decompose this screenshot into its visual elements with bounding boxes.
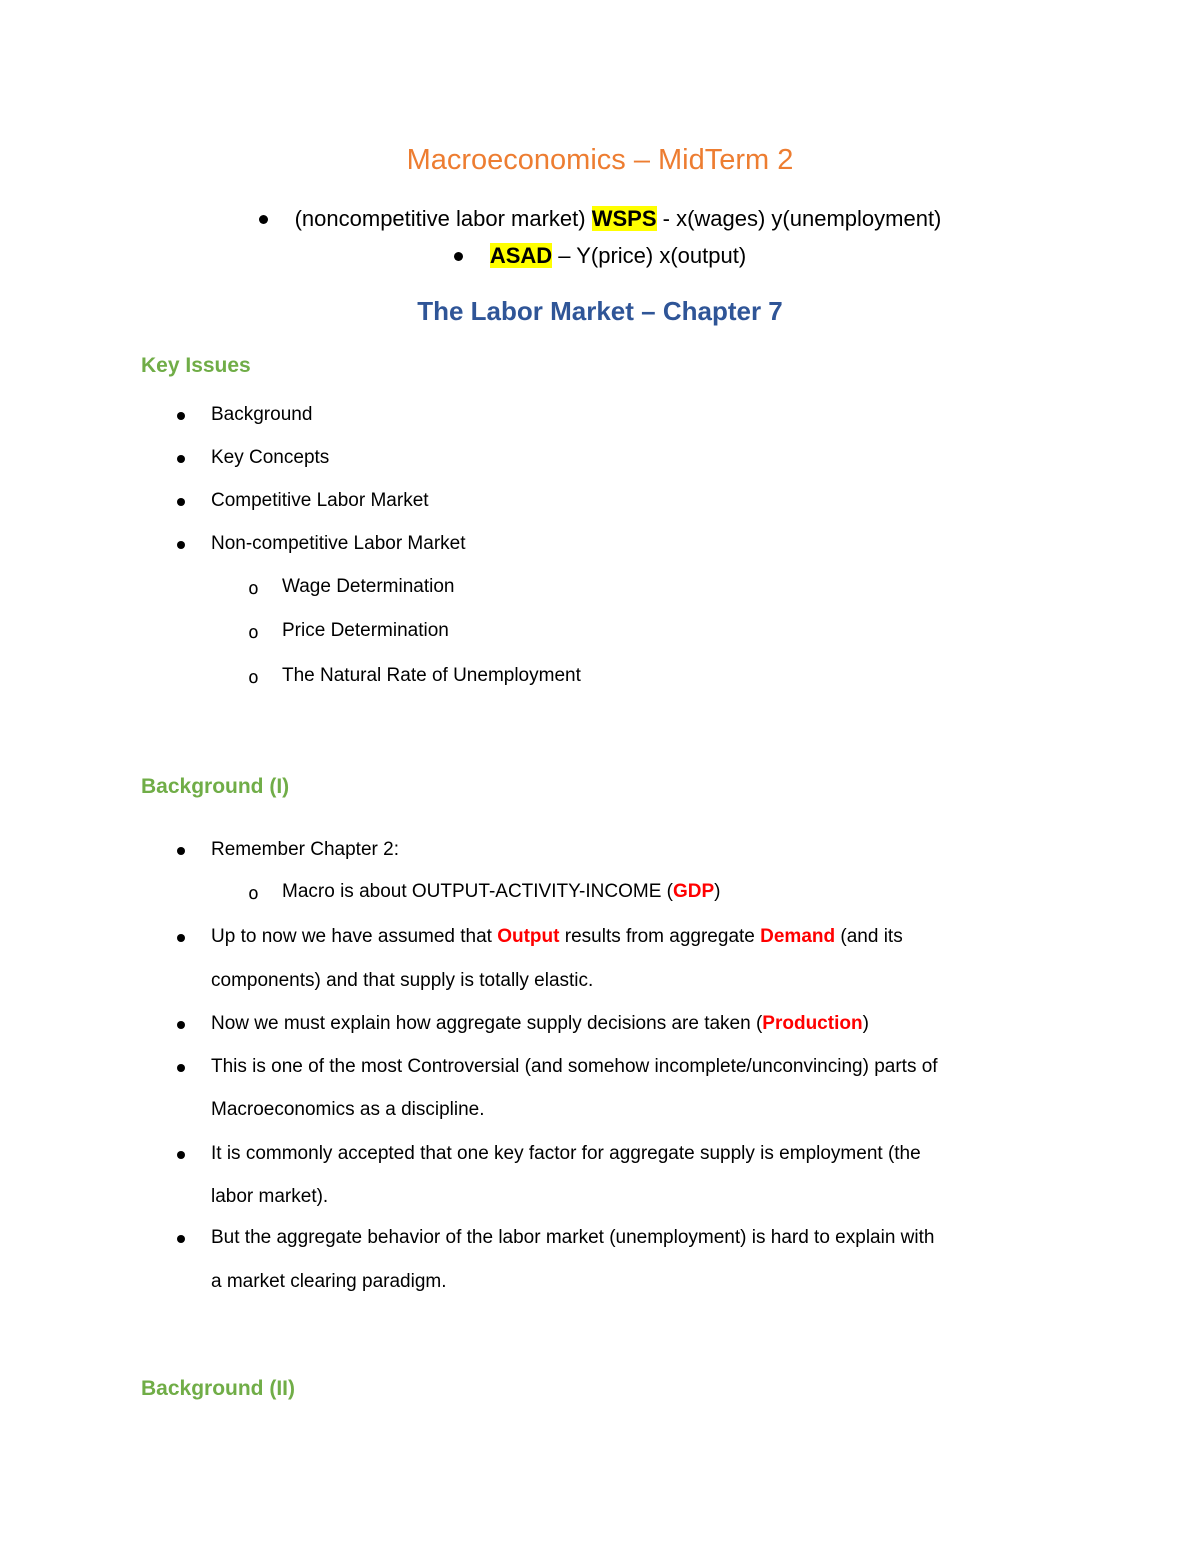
emphasis-output: Output: [497, 926, 560, 947]
list-item: Background: [211, 404, 313, 425]
sub-list-item: Price Determination: [282, 620, 449, 641]
list-item: Key Concepts: [211, 447, 330, 468]
list-item: Non-competitive Labor Market: [211, 533, 466, 554]
bullet-icon: [177, 1151, 185, 1159]
document-title: Macroeconomics – MidTerm 2: [406, 144, 794, 176]
list-item: Remember Chapter 2:: [211, 839, 399, 860]
header-text-pre: (noncompetitive labor market): [294, 206, 592, 231]
text-run: Now we must explain how aggregate supply decisions are taken (: [211, 1013, 763, 1034]
list-item-continuation: labor market).: [211, 1186, 329, 1207]
bullet-icon: [177, 498, 185, 506]
circle-bullet-icon: o: [248, 622, 259, 643]
header-line-wsps: [0, 206, 1200, 232]
header-line-asad: [0, 243, 1200, 269]
bullet-icon: [177, 934, 185, 942]
text-run: (and its: [835, 926, 903, 947]
sub-list-item: The Natural Rate of Unemployment: [282, 665, 581, 686]
highlight-wsps: WSPS: [591, 206, 657, 231]
bullet-icon: [454, 252, 463, 261]
bullet-icon: [177, 1064, 185, 1072]
list-item: [211, 1013, 869, 1035]
circle-bullet-icon: o: [248, 667, 259, 688]
bullet-icon: [259, 215, 268, 224]
list-item: [211, 926, 903, 948]
list-item: This is one of the most Controversial (and somehow incomplete/unconvincing) parts of: [211, 1056, 938, 1077]
list-item-continuation: components) and that supply is totally elastic.: [211, 970, 594, 991]
sub-list-item: Wage Determination: [282, 576, 455, 597]
emphasis-gdp: GDP: [672, 881, 715, 902]
text-run: ): [862, 1013, 869, 1034]
header-line-content: [259, 206, 942, 232]
header-line-content: [454, 243, 746, 269]
list-item: Competitive Labor Market: [211, 490, 429, 511]
bullet-icon: [177, 541, 185, 549]
bullet-icon: [177, 1021, 185, 1029]
heading-background-1: Background (I): [141, 775, 290, 798]
list-item-continuation: a market clearing paradigm.: [211, 1271, 447, 1292]
header-text-post: - x(wages) y(unemployment): [656, 206, 942, 231]
circle-bullet-icon: o: [248, 883, 259, 904]
text-run: Up to now we have assumed that: [211, 926, 498, 947]
circle-bullet-icon: o: [248, 578, 259, 599]
chapter-title: The Labor Market – Chapter 7: [417, 296, 783, 326]
list-item: It is commonly accepted that one key factor for aggregate supply is employment (the: [211, 1143, 921, 1164]
heading-key-issues: Key Issues: [141, 354, 251, 377]
highlight-asad: ASAD: [489, 243, 553, 268]
bullet-icon: [177, 847, 185, 855]
text-run: Macro is about OUTPUT-ACTIVITY-INCOME (: [282, 881, 673, 902]
emphasis-production: Production: [762, 1013, 863, 1034]
bullet-icon: [177, 412, 185, 420]
text-run: results from aggregate: [559, 926, 761, 947]
bullet-icon: [177, 455, 185, 463]
heading-background-2: Background (II): [141, 1377, 296, 1400]
text-run: ): [714, 881, 721, 902]
header-text-post: – Y(price) x(output): [552, 243, 747, 268]
emphasis-demand: Demand: [760, 926, 836, 947]
list-item: But the aggregate behavior of the labor market (unemployment) is hard to explain with: [211, 1227, 935, 1248]
list-item-continuation: Macroeconomics as a discipline.: [211, 1099, 485, 1120]
bullet-icon: [177, 1235, 185, 1243]
sub-list-item: [282, 881, 721, 903]
